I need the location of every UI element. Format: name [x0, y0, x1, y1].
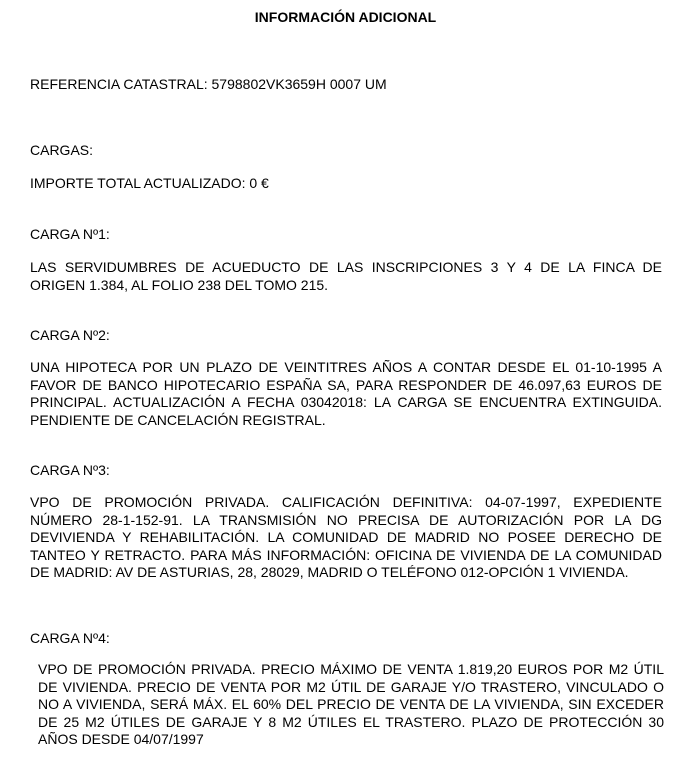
- carga-4-label: CARGA Nº4:: [30, 630, 110, 646]
- carga-4-text: VPO DE PROMOCIÓN PRIVADA. PRECIO MÁXIMO DE VENTA 1.819,20 EUROS POR M2 ÚTIL DE VIVIENDA. PRECIO DE VENTA POR M2 ÚTIL DE GARAJE Y/O TRASTERO, VINCULADO O NO A VIVIENDA, SERÁ MÁX. EL 60% DEL PRECIO DE VENTA DE LA VIVIENDA, SIN EXCEDER DE 25 M2 ÚTILES DE GARAJE Y 8 M2 ÚTILES EL TRASTERO. PLAZO DE PROTECCIÓN 30 AÑOS DESDE 04/07/1997: [38, 661, 664, 748]
- carga-3-text: VPO DE PROMOCIÓN PRIVADA. CALIFICACIÓN DEFINITIVA: 04-07-1997, EXPEDIENTE NÚMERO 28-1-152-91. LA TRANSMISIÓN NO PRECISA DE AUTORIZACIÓN POR LA DG DEVIVIENDA Y REHABILITACIÓN. LA COMUNIDAD DE MADRID NO POSEE DERECHO DE TANTEO Y RETRACTO. PARA MÁS INFORMACIÓN: OFICINA DE VIVIENDA DE LA COMUNIDAD DE MADRID: AV DE ASTURIAS, 28, 28029, MADRID O TELÉFONO 012-OPCIÓN 1 VIVIENDA.: [30, 494, 662, 581]
- carga-1-text: LAS SERVIDUMBRES DE ACUEDUCTO DE LAS INSCRIPCIONES 3 Y 4 DE LA FINCA DE ORIGEN 1.384, AL FOLIO 238 DEL TOMO 215.: [30, 259, 662, 293]
- cargas-heading: CARGAS:: [30, 142, 94, 158]
- carga-2-text: UNA HIPOTECA POR UN PLAZO DE VEINTITRES AÑOS A CONTAR DESDE EL 01-10-1995 A FAVOR DE BANCO HIPOTECARIO ESPAÑA SA, PARA RESPONDER DE 46.097,63 EUROS DE PRINCIPAL. ACTUALIZACIÓN A FECHA 03042018: LA CARGA SE ENCUENTRA EXTINGUIDA. PENDIENTE DE CANCELACIÓN REGISTRAL.: [30, 359, 662, 428]
- importe-total: IMPORTE TOTAL ACTUALIZADO: 0 €: [30, 175, 269, 191]
- document-title: INFORMACIÓN ADICIONAL: [254, 9, 437, 25]
- carga-1-label: CARGA Nº1:: [30, 226, 110, 242]
- referencia-catastral: REFERENCIA CATASTRAL: 5798802VK3659H 0007 UM: [30, 76, 387, 92]
- carga-3-label: CARGA Nº3:: [30, 462, 110, 478]
- carga-2-label: CARGA Nº2:: [30, 327, 110, 343]
